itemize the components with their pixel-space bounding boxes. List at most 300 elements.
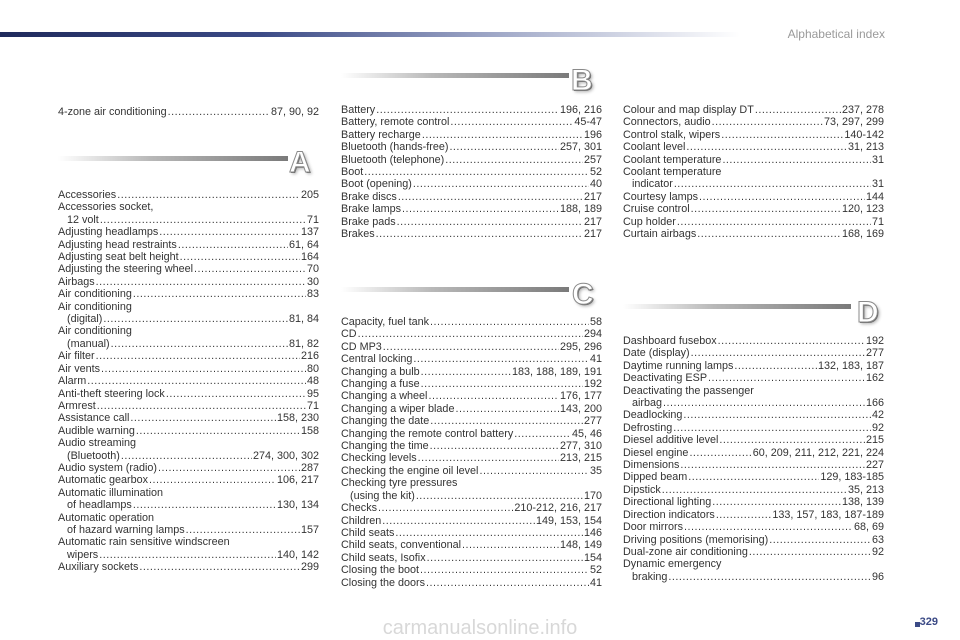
leader-dots (139, 561, 300, 573)
leader-dots (430, 440, 559, 452)
index-entry (623, 191, 884, 203)
index-entry (58, 325, 319, 337)
entry-pages: 140-142 (844, 128, 884, 141)
leader-dots (668, 571, 871, 583)
section-c-letter: C (572, 278, 594, 311)
entry-label: Changing the time (341, 440, 429, 453)
leader-dots (364, 166, 589, 178)
entry-pages: 81, 84 (288, 313, 319, 326)
index-entry (623, 422, 884, 434)
entry-label: Children (341, 514, 382, 527)
index-entry (623, 335, 884, 347)
page-header-title: Alphabetical index (787, 27, 885, 41)
leader-dots (421, 366, 511, 378)
index-entry (58, 214, 319, 226)
section-a-rule (58, 156, 288, 161)
leader-dots (683, 409, 871, 421)
entry-label: wipers (67, 548, 99, 561)
index-entry (341, 104, 602, 116)
entry-label: Connectors, audio (623, 116, 711, 129)
entry-label: Accessories (58, 189, 117, 201)
index-entry (58, 512, 319, 524)
entry-label: Brake pads (341, 215, 396, 228)
leader-dots (712, 116, 823, 128)
entry-pages: 227 (865, 459, 884, 472)
index-entry (58, 561, 319, 573)
leader-dots (721, 129, 843, 141)
entry-pages: 87, 90, 92 (270, 106, 319, 118)
entry-label: Diesel engine (623, 446, 689, 459)
leader-dots (691, 347, 865, 359)
index-entry (58, 313, 319, 325)
index-entry (341, 502, 602, 514)
leader-dots (673, 422, 871, 434)
entry-pages: 83 (306, 288, 319, 301)
leader-dots (100, 214, 306, 226)
index-entry (341, 316, 602, 328)
leader-dots (178, 239, 288, 251)
index-entry (623, 447, 884, 459)
leader-dots (684, 521, 853, 533)
entry-label: Dual-zone air conditioning (623, 545, 748, 558)
leader-dots (426, 577, 589, 589)
leader-dots (699, 191, 865, 203)
leader-dots (455, 403, 559, 415)
entry-pages: 138, 139 (841, 496, 884, 509)
index-entry (623, 521, 884, 533)
entry-pages: 295, 296 (559, 340, 602, 353)
section-a-letter: A (289, 146, 311, 179)
entry-pages: 166 (865, 397, 884, 410)
section-c-continued-entries (623, 104, 884, 240)
entry-pages: 92 (871, 421, 884, 434)
leader-dots (718, 335, 865, 347)
leader-dots (395, 527, 583, 539)
index-entry (58, 276, 319, 288)
entry-pages: 35, 213 (847, 483, 884, 496)
leader-dots (755, 104, 841, 116)
entry-pages: 210-212, 216, 217 (514, 502, 602, 515)
index-entry (623, 166, 884, 178)
leader-dots (96, 350, 300, 362)
leader-dots (382, 515, 535, 527)
entry-pages: 30 (306, 275, 319, 288)
leader-dots (383, 341, 559, 353)
index-entry (623, 385, 884, 397)
entry-pages: 158, 230 (276, 412, 319, 425)
index-entry (58, 288, 319, 300)
index-entry (623, 558, 884, 570)
entry-pages: 70 (306, 263, 319, 276)
entry-pages: 146 (583, 526, 602, 539)
entry-label: Colour and map display DT (623, 104, 754, 116)
entry-label: Door mirrors (623, 521, 683, 534)
entry-pages: 257 (583, 153, 602, 166)
entry-pages: 45-47 (574, 116, 602, 129)
index-entry (58, 425, 319, 437)
entry-pages: 71 (306, 213, 319, 226)
entry-label: Changing a fuse (341, 378, 420, 391)
entry-label: Changing a wheel (341, 390, 428, 403)
entry-label: Battery recharge (341, 128, 421, 141)
entry-label: Checking levels (341, 452, 417, 465)
entry-pages: 45, 46 (571, 427, 602, 440)
leader-dots (420, 564, 589, 576)
entry-label: Audio streaming (58, 437, 137, 450)
entry-label: Courtesy lamps (623, 190, 699, 203)
entry-label: Assistance call (58, 412, 130, 425)
index-entry (58, 400, 319, 412)
entry-pages: 31 (871, 178, 884, 191)
entry-label: Air conditioning (58, 288, 132, 301)
entry-pages: 71 (871, 215, 884, 228)
leader-dots (691, 203, 841, 215)
entry-pages: 148, 149 (559, 539, 602, 552)
leader-dots (158, 462, 300, 474)
entry-pages: 42 (871, 409, 884, 422)
index-entry (623, 154, 884, 166)
entry-label: Child seats, conventional (341, 539, 462, 552)
index-entry (341, 166, 602, 178)
index-entry (341, 366, 602, 378)
leader-dots (159, 226, 300, 238)
entry-label: 12 volt (67, 213, 99, 226)
leader-dots (712, 496, 841, 508)
index-entry (623, 203, 884, 215)
index-entry (58, 201, 319, 213)
entry-label: Directional lighting (623, 496, 712, 509)
entry-pages: 92 (871, 545, 884, 558)
entry-pages: 183, 188, 189, 191 (511, 365, 602, 378)
entry-label: Brake lamps (341, 203, 402, 216)
entry-label: Coolant temperature (623, 153, 722, 166)
entry-label: Air conditioning (58, 300, 132, 313)
leader-dots (719, 434, 865, 446)
entry-pages: 215 (865, 434, 884, 447)
entry-label: Boot (341, 166, 364, 179)
entry-label: (manual) (67, 337, 110, 350)
index-entry (623, 496, 884, 508)
leader-dots (397, 216, 583, 228)
leader-dots (449, 141, 559, 153)
entry-pages: 48 (306, 375, 319, 388)
entry-pages: 216 (300, 350, 319, 363)
entry-label: Adjusting head restraints (58, 238, 177, 251)
entry-label: indicator (632, 178, 673, 191)
entry-label: Central locking (341, 353, 413, 366)
leader-dots (769, 534, 871, 546)
entry-label: Adjusting seat belt height (58, 251, 179, 264)
entry-label: Child seats, Isofix (341, 551, 426, 564)
entry-pages: 140, 142 (276, 548, 319, 561)
entry-pages: 170 (583, 489, 602, 502)
leader-dots (133, 288, 306, 300)
leader-dots (87, 375, 306, 387)
section-d-rule (623, 304, 851, 309)
index-entry (341, 477, 602, 489)
entry-pages: 144 (865, 190, 884, 203)
entry-label: Adjusting headlamps (58, 226, 159, 239)
entry-pages: 130, 134 (276, 499, 319, 512)
leader-dots (662, 484, 847, 496)
index-entry (58, 251, 319, 263)
leader-dots (680, 459, 865, 471)
watermark: carmanualsonline.info (382, 617, 578, 639)
entry-pages: 61, 64 (288, 238, 319, 251)
index-entry (58, 499, 319, 511)
entry-label: Changing the remote control battery (341, 427, 514, 440)
index-entry (623, 116, 884, 128)
leader-dots (421, 378, 583, 390)
entry-pages: 132, 183, 187 (817, 359, 884, 372)
index-entry (58, 437, 319, 449)
entry-pages: 60, 209, 211, 212, 221, 224 (752, 446, 884, 459)
entry-pages: 133, 157, 183, 187-189 (772, 508, 884, 521)
entry-label: Armrest (58, 399, 96, 412)
entry-pages: 257, 301 (559, 141, 602, 154)
entry-label: Alarm (58, 375, 87, 388)
entry-label: Accessories socket, (58, 201, 154, 214)
entry-label: Air vents (58, 362, 101, 375)
entry-pages: 31, 213 (847, 141, 884, 154)
leader-dots (101, 363, 306, 375)
entry-label: Automatic operation (58, 511, 155, 524)
entry-pages: 149, 153, 154 (535, 514, 602, 527)
leader-dots (450, 116, 573, 128)
entry-label: Coolant level (623, 141, 686, 154)
leader-dots (194, 263, 306, 275)
leader-dots (358, 328, 583, 340)
entry-label: Closing the boot (341, 564, 420, 577)
entry-label: Coolant temperature (623, 166, 722, 179)
index-entry (58, 239, 319, 251)
entry-label: Audio system (radio) (58, 461, 158, 474)
entry-pages: 192 (865, 335, 884, 347)
entry-label: CD MP3 (341, 340, 382, 353)
entry-label: Dipstick (623, 483, 661, 496)
leader-dots (708, 372, 865, 384)
index-entry (58, 301, 319, 313)
index-entry (341, 440, 602, 452)
entry-pages: 277, 310 (559, 440, 602, 453)
entry-label: (using the kit) (350, 489, 415, 502)
leader-dots (186, 524, 300, 536)
entry-pages: 63 (871, 533, 884, 546)
index-entry (58, 474, 319, 486)
entry-label: Automatic rain sensitive windscreen (58, 536, 230, 549)
index-entry (341, 378, 602, 390)
section-c-rule (341, 287, 569, 292)
entry-label: of headlamps (67, 499, 132, 512)
leader-dots (117, 189, 300, 201)
entry-pages: 80 (306, 362, 319, 375)
index-entry (623, 372, 884, 384)
index-entry (58, 338, 319, 350)
entry-pages: 274, 300, 302 (252, 449, 319, 462)
leader-dots (479, 465, 589, 477)
index-entry (623, 534, 884, 546)
index-entry (341, 452, 602, 464)
index-entry (623, 459, 884, 471)
leader-dots (378, 502, 513, 514)
entry-label: Auxiliary sockets (58, 561, 139, 574)
entry-pages: 188, 189 (559, 203, 602, 216)
entry-label: Brake discs (341, 190, 397, 203)
entry-pages: 81, 82 (288, 337, 319, 350)
leader-dots (121, 450, 252, 462)
index-entry (623, 216, 884, 228)
index-entry (623, 141, 884, 153)
index-entry (623, 397, 884, 409)
entry-pages: 52 (589, 564, 602, 577)
section-b-rule (341, 73, 569, 78)
index-entry (341, 353, 602, 365)
entry-label: Brakes (341, 228, 375, 241)
leader-dots (677, 216, 871, 228)
header-bar (0, 32, 740, 37)
entry-label: Bluetooth (hands-free) (341, 141, 449, 154)
leader-dots (149, 474, 276, 486)
entry-pages: 95 (306, 387, 319, 400)
entry-pages: 237, 278 (841, 104, 884, 116)
index-entry (341, 191, 602, 203)
index-entry (623, 484, 884, 496)
entry-label: Boot (opening) (341, 178, 412, 191)
entry-pages: 168, 169 (841, 228, 884, 241)
entry-pages: 277 (865, 347, 884, 360)
section-c-entries (341, 316, 602, 589)
index-entry (341, 428, 602, 440)
index-entry (58, 462, 319, 474)
entry-pages: 162 (865, 372, 884, 385)
index-entry (341, 490, 602, 502)
entry-pages: 299 (300, 561, 319, 574)
index-entry (341, 539, 602, 551)
index-entry (58, 226, 319, 238)
index-entry (341, 228, 602, 240)
index-entry (58, 487, 319, 499)
entry-pages: 68, 69 (853, 521, 884, 534)
section-a-entries (58, 189, 319, 574)
entry-pages: 137 (300, 226, 319, 239)
entry-pages: 213, 215 (559, 452, 602, 465)
entry-label: Adjusting the steering wheel (58, 263, 194, 276)
index-entry (58, 536, 319, 548)
section-d-letter: D (857, 296, 879, 329)
entry-label: (Bluetooth) (67, 449, 120, 462)
entry-pages: 106, 217 (276, 474, 319, 487)
index-entry (623, 104, 884, 116)
entry-pages: 196 (583, 128, 602, 141)
entry-label: Closing the doors (341, 576, 426, 589)
entry-pages: 58 (589, 316, 602, 328)
leader-dots (376, 104, 559, 116)
index-entry (623, 409, 884, 421)
index-entry (58, 363, 319, 375)
index-entry (341, 564, 602, 576)
leader-dots (462, 539, 559, 551)
entry-label: 4-zone air conditioning (58, 106, 167, 118)
entry-pages: 35 (589, 464, 602, 477)
index-entry (341, 403, 602, 415)
leader-dots (413, 178, 589, 190)
index-entry (341, 341, 602, 353)
index-entry (341, 415, 602, 427)
entry-label: airbag (632, 397, 663, 410)
entry-pages: 40 (589, 178, 602, 191)
index-entry (623, 178, 884, 190)
index-entry (58, 388, 319, 400)
entry-label: Date (display) (623, 347, 690, 360)
entry-pages: 41 (589, 353, 602, 366)
entry-label: Dashboard fusebox (623, 335, 717, 347)
leader-dots (416, 490, 583, 502)
entry-pages: 52 (589, 166, 602, 179)
entry-label: Capacity, fuel tank (341, 316, 430, 328)
index-entry (341, 116, 602, 128)
entry-label: of hazard warning lamps (67, 523, 185, 536)
leader-dots (99, 549, 276, 561)
entry-label: Curtain airbags (623, 228, 697, 241)
leader-dots (398, 191, 583, 203)
leader-dots (402, 203, 559, 215)
leader-dots (430, 415, 583, 427)
index-entry (623, 471, 884, 483)
leader-dots (445, 154, 583, 166)
section-b-letter: B (571, 64, 593, 97)
entry-pages: 41 (589, 576, 602, 589)
entry-pages: 154 (583, 551, 602, 564)
leader-dots (376, 228, 583, 240)
index-entry (623, 228, 884, 240)
leader-dots (111, 338, 288, 350)
entry-label: Cup holder (623, 215, 676, 228)
entry-pages: 277 (583, 415, 602, 428)
entry-label: Changing the date (341, 415, 430, 428)
entry-pages: 217 (583, 190, 602, 203)
leader-dots (96, 276, 306, 288)
index-entry (623, 129, 884, 141)
entry-label: Checking the engine oil level (341, 464, 479, 477)
leader-dots (716, 509, 772, 521)
entry-pages: 294 (583, 328, 602, 341)
index-entry (58, 263, 319, 275)
index-entry (341, 141, 602, 153)
entry-label: Control stalk, wipers (623, 128, 721, 141)
entry-label: (digital) (67, 313, 103, 326)
entry-label: Daytime running lamps (623, 359, 734, 372)
leader-dots (168, 106, 270, 118)
entry-label: Diesel additive level (623, 434, 719, 447)
entry-label: Deactivating ESP (623, 372, 708, 385)
entry-label: Dimensions (623, 459, 680, 472)
entry-label: Checks (341, 502, 378, 515)
entry-pages: 217 (583, 215, 602, 228)
entry-label: Changing a wiper blade (341, 402, 455, 415)
leader-dots (689, 447, 751, 459)
leader-dots (418, 452, 559, 464)
entry-pages: 158 (300, 424, 319, 437)
index-entry (58, 375, 319, 387)
entry-pages: 129, 183-185 (820, 471, 884, 484)
entry-pages: 205 (300, 189, 319, 201)
entry-pages: 164 (300, 251, 319, 264)
entry-label: Automatic gearbox (58, 474, 149, 487)
entry-label: Anti-theft steering lock (58, 387, 165, 400)
entry-label: Audible warning (58, 424, 135, 437)
entry-label: Automatic illumination (58, 486, 164, 499)
leader-dots (136, 425, 300, 437)
